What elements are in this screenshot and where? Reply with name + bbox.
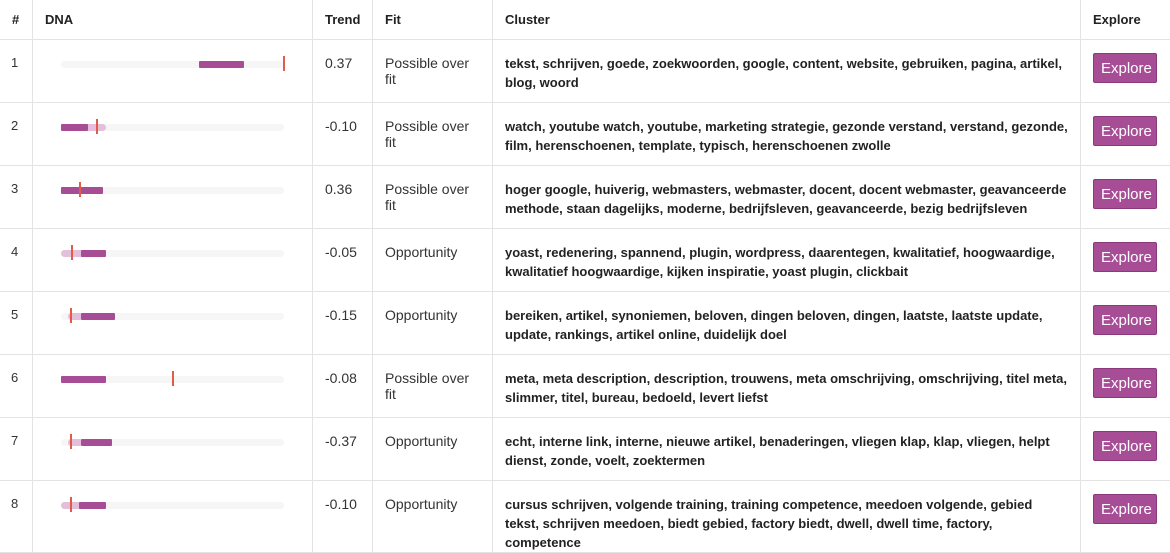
trend-value: -0.05 (313, 229, 373, 292)
dna-marker (71, 245, 73, 260)
dna-marker (79, 182, 81, 197)
explore-cell (1081, 292, 1170, 355)
cluster-keywords: cursus schrijven, volgende training, training competence, meedoen volgende, gebied tekst, schrijven meedoen, biedt gebied, factory biedt, dwell, dwell time, factory, competence (493, 481, 1081, 553)
row-number: 2 (0, 103, 33, 166)
explore-button[interactable]: Explore (1093, 179, 1157, 209)
fit-value: Possible over fit (373, 166, 493, 229)
explore-cell (1081, 40, 1170, 103)
dna-cell (33, 481, 313, 553)
dna-bar (61, 439, 284, 446)
table-row (0, 40, 1170, 103)
header-trend: Trend (313, 0, 373, 40)
dna-cell (33, 40, 313, 103)
dna-bar (61, 502, 284, 509)
table-row (0, 292, 1170, 355)
table-row (0, 103, 1170, 166)
fit-value: Opportunity (373, 481, 493, 553)
dna-marker (172, 371, 174, 386)
trend-value: -0.15 (313, 292, 373, 355)
dna-marker (70, 308, 72, 323)
fit-value: Opportunity (373, 292, 493, 355)
dna-marker (283, 56, 285, 71)
table-header-row (0, 0, 1170, 40)
dna-bar-primary (61, 187, 103, 194)
table-row (0, 355, 1170, 418)
header-cluster: Cluster (493, 0, 1081, 40)
dna-cell (33, 103, 313, 166)
dna-cell (33, 355, 313, 418)
dna-bar-primary (81, 439, 112, 446)
header-fit: Fit (373, 0, 493, 40)
table-row (0, 418, 1170, 481)
explore-cell (1081, 103, 1170, 166)
explore-cell (1081, 481, 1170, 553)
row-number: 4 (0, 229, 33, 292)
dna-bar (61, 313, 284, 320)
dna-bar-primary (61, 376, 106, 383)
table-body (0, 40, 1170, 553)
trend-value: -0.08 (313, 355, 373, 418)
dna-marker (70, 434, 72, 449)
fit-value: Possible over fit (373, 40, 493, 103)
cluster-keywords: meta, meta description, description, trouwens, meta omschrijving, omschrijving, titel meta, slimmer, titel, bureau, bedoeld, levert liefst (493, 355, 1081, 418)
row-number: 3 (0, 166, 33, 229)
explore-cell (1081, 355, 1170, 418)
dna-bar-primary (79, 502, 106, 509)
header-dna: DNA (33, 0, 313, 40)
row-number: 5 (0, 292, 33, 355)
cluster-keywords: tekst, schrijven, goede, zoekwoorden, google, content, website, gebruiken, pagina, artikel, blog, woord (493, 40, 1081, 103)
cluster-keywords: bereiken, artikel, synoniemen, beloven, dingen beloven, dingen, laatste, laatste update, update, rankings, artikel online, duidelijk doel (493, 292, 1081, 355)
dna-bar-primary (199, 61, 244, 68)
fit-value: Possible over fit (373, 103, 493, 166)
cluster-keywords: yoast, redenering, spannend, plugin, wordpress, daarentegen, kwalitatief, hoogwaardige, kwalitatief hoogwaardige, kijken inspiratie, yoast plugin, clickbait (493, 229, 1081, 292)
dna-bar (61, 376, 284, 383)
row-number: 8 (0, 481, 33, 553)
fit-value: Possible over fit (373, 355, 493, 418)
table-row (0, 166, 1170, 229)
dna-bar-primary (81, 313, 114, 320)
trend-value: -0.37 (313, 418, 373, 481)
dna-bar (61, 61, 284, 68)
cluster-keywords: hoger google, huiverig, webmasters, webmaster, docent, docent webmaster, geavanceerde methode, staan dagelijks, moderne, bedrijfsleven, geavanceerde, bezig bedrijfsleven (493, 166, 1081, 229)
dna-cell (33, 292, 313, 355)
dna-bar-primary (61, 124, 88, 131)
explore-cell (1081, 418, 1170, 481)
row-number: 6 (0, 355, 33, 418)
explore-button[interactable]: Explore (1093, 242, 1157, 272)
row-number: 1 (0, 40, 33, 103)
fit-value: Opportunity (373, 418, 493, 481)
table-row (0, 481, 1170, 553)
dna-bar (61, 124, 284, 131)
explore-button[interactable]: Explore (1093, 494, 1157, 524)
dna-cell (33, 418, 313, 481)
cluster-keywords: echt, interne link, interne, nieuwe artikel, benaderingen, vliegen klap, klap, vliegen, helpt dienst, zonde, voelt, zoektermen (493, 418, 1081, 481)
explore-button[interactable]: Explore (1093, 368, 1157, 398)
header-num: # (0, 0, 33, 40)
dna-bar-primary (81, 250, 106, 257)
trend-value: 0.37 (313, 40, 373, 103)
row-number: 7 (0, 418, 33, 481)
trend-value: -0.10 (313, 103, 373, 166)
explore-cell (1081, 166, 1170, 229)
explore-button[interactable]: Explore (1093, 305, 1157, 335)
dna-cell (33, 229, 313, 292)
dna-marker (96, 119, 98, 134)
dna-bar (61, 250, 284, 257)
explore-cell (1081, 229, 1170, 292)
table-row (0, 229, 1170, 292)
header-explore: Explore (1081, 0, 1170, 40)
dna-bar (61, 187, 284, 194)
trend-value: -0.10 (313, 481, 373, 553)
dna-marker (70, 497, 72, 512)
cluster-keywords: watch, youtube watch, youtube, marketing strategie, gezonde verstand, verstand, gezonde, film, herenschoenen, template, typisch, herenschoenen zwolle (493, 103, 1081, 166)
explore-button[interactable]: Explore (1093, 53, 1157, 83)
dna-cell (33, 166, 313, 229)
explore-button[interactable]: Explore (1093, 431, 1157, 461)
trend-value: 0.36 (313, 166, 373, 229)
fit-value: Opportunity (373, 229, 493, 292)
explore-button[interactable]: Explore (1093, 116, 1157, 146)
